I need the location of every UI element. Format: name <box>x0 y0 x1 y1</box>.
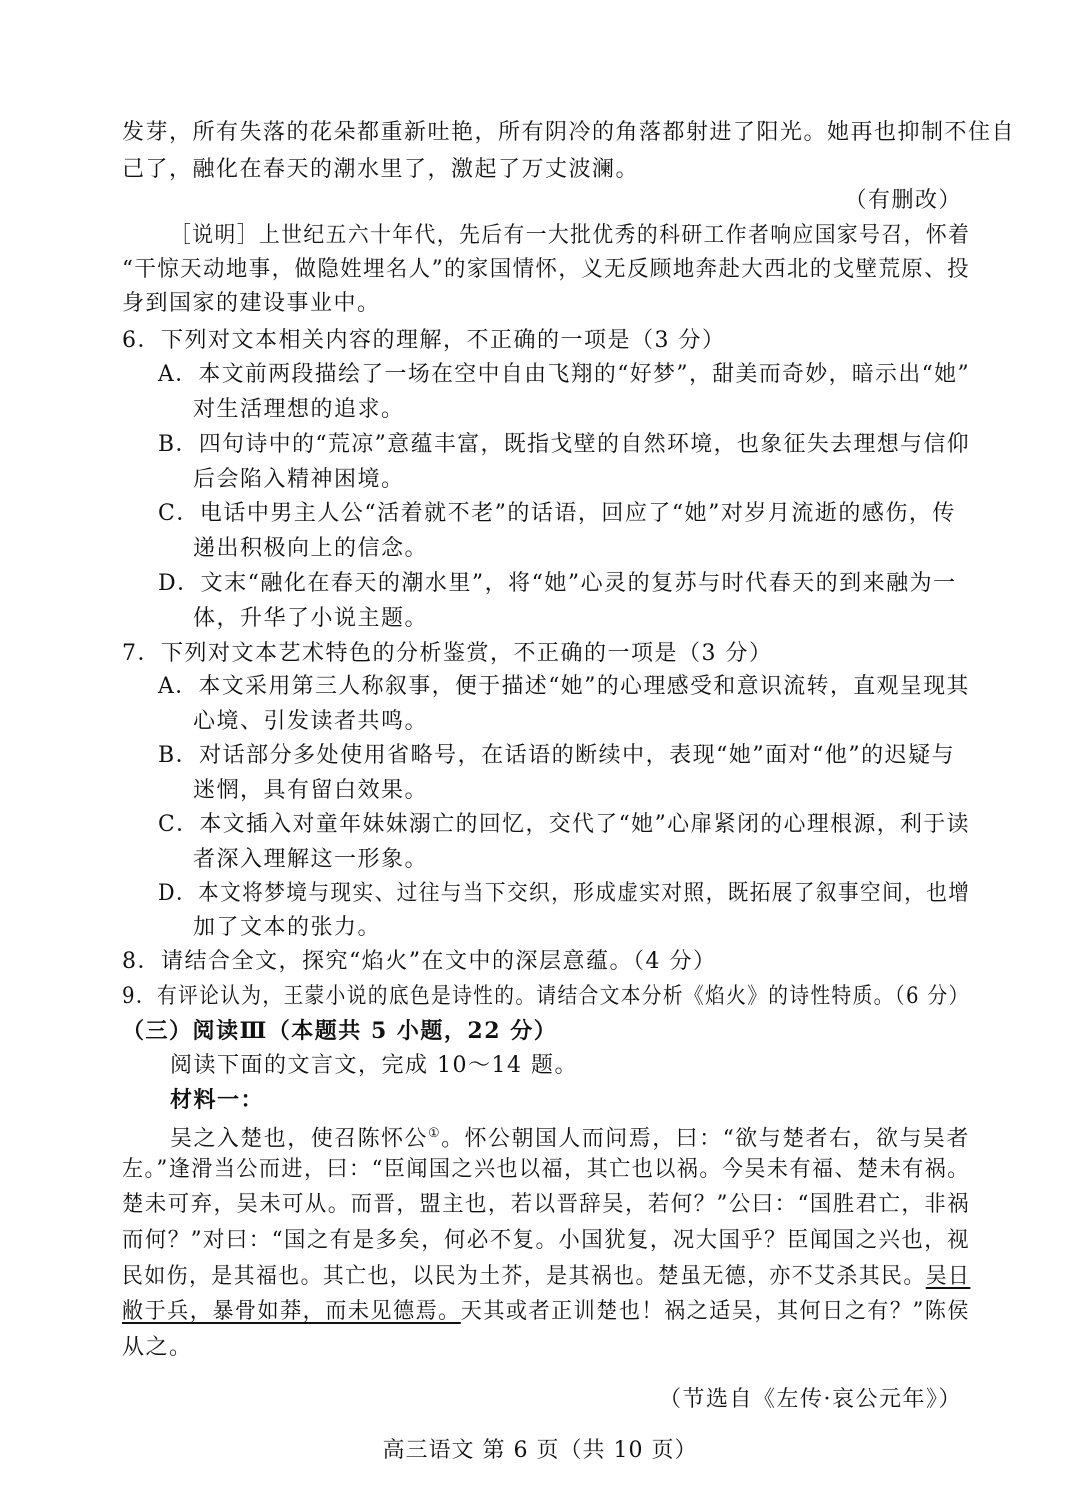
classical-line-4: 而何？”对曰：“国之有是多矣，何必不复。小国犹复，况大国乎？臣闻国之兴也，视 <box>122 1228 970 1253</box>
classical-line-1a: 吴之入楚也，使召陈怀公 <box>170 1126 428 1152</box>
classical-line-6 <box>122 1297 970 1327</box>
note-line-2: “干惊天动地事，做隐姓埋名人”的家国情怀，义无反顾地奔赴大西北的戈壁荒原、投 <box>122 257 970 282</box>
question-7-option-a: A．本文采用第三人称叙事，便于描述“她”的心理感受和意识流转，直观呈现其 <box>158 674 970 699</box>
question-6-option-a: A．本文前两段描绘了一场在空中自由飞翔的“好梦”，甜美而奇妙，暗示出“她” <box>158 362 971 387</box>
classical-line-1b: 。怀公朝国人而问焉，曰：“欲与楚者右，欲与吴者 <box>441 1126 970 1152</box>
question-6-option-a-cont: 对生活理想的追求。 <box>193 397 405 422</box>
question-6-option-d-cont: 体，升华了小说主题。 <box>193 606 429 631</box>
question-7-option-d: D．本文将梦境与现实、过往与当下交织，形成虚实对照，既拓展了叙事空间，也增 <box>158 881 971 906</box>
classical-line-7: 从之。 <box>122 1335 193 1360</box>
question-7-option-c: C．本文插入对童年妹妹溺亡的回忆，交代了“她”心扉紧闭的心理根源，利于读 <box>158 812 970 837</box>
note-line-3: 身到国家的建设事业中。 <box>122 291 381 316</box>
story-tail-line-1: 发芽，所有失落的花朵都重新吐艳，所有阴冷的角落都射进了阳光。她再也抑制不住自 <box>122 120 1016 145</box>
classical-line-6b: 天其或者正训楚也！祸之适吴，其何日之有？”陈侯 <box>460 1299 970 1324</box>
question-6-option-b: B．四句诗中的“荒凉”意蕴丰富，既指戈壁的自然环境，也象征失去理想与信仰 <box>158 432 971 457</box>
page-footer: 高三语文 第 6 页（共 10 页） <box>382 1438 698 1463</box>
question-7-option-b: B．对话部分多处使用省略号，在话语的断续中，表现“她”面对“他”的迟疑与 <box>158 743 956 768</box>
classical-line-2: 左。”逢滑当公而进，曰：“臣闻国之兴也以福，其亡也以祸。今吴未有福、楚未有祸。 <box>122 1157 970 1182</box>
section-3-instruction: 阅读下面的文言文，完成 10～14 题。 <box>170 1053 578 1078</box>
question-6-option-c: C．电话中男主人公“活着就不老”的话语，回应了“她”对岁月流逝的感伤，传 <box>158 501 956 526</box>
note-line-1: ［说明］上世纪五六十年代，先后有一大批优秀的科研工作者响应国家号召，怀着 <box>170 223 971 248</box>
classical-source: （节选自《左传·哀公元年》） <box>659 1387 962 1412</box>
classical-line-3: 楚未可弃，吴未可从。而晋，盟主也，若以晋辞吴，若何？”公曰：“国胜君亡，非祸 <box>122 1192 970 1217</box>
underlined-sentence-start: 吴日 <box>925 1264 971 1289</box>
classical-line-5a: 民如伤，是其福也。其亡也，以民为土芥，是其祸也。楚虽无德，亦不艾杀其民。 <box>122 1264 926 1289</box>
footnote-marker: ① <box>427 1126 442 1141</box>
classical-line-5 <box>122 1262 970 1292</box>
question-7-option-b-cont: 迷惘，具有留白效果。 <box>193 778 429 803</box>
section-3-title: （三）阅读Ⅲ（本题共 5 小题，22 分） <box>122 1018 558 1044</box>
question-6-stem: 6．下列对文本相关内容的理解，不正确的一项是（3 分） <box>122 328 726 353</box>
question-6-option-d: D．文末“融化在春天的潮水里”，将“她”心灵的复苏与时代春天的到来融为一 <box>158 571 957 596</box>
underlined-sentence-end: 敝于兵，暴骨如莽，而未见德焉。 <box>122 1299 461 1324</box>
story-tail-line-2: 己了，融化在春天的潮水里了，激起了万丈波澜。 <box>122 157 640 182</box>
question-6-option-c-cont: 递出积极向上的信念。 <box>193 536 429 561</box>
question-9: 9．有评论认为，王蒙小说的底色是诗性的。请结合文本分析《焰火》的诗性特质。（6 分） <box>122 984 970 1009</box>
question-7-option-d-cont: 加了文本的张力。 <box>193 915 382 940</box>
material-1-label: 材料一： <box>170 1087 265 1113</box>
classical-line-1 <box>170 1119 970 1154</box>
question-8: 8．请结合全文，探究“焰火”在文中的深层意蕴。（4 分） <box>122 949 717 974</box>
story-source: （有删改） <box>844 188 962 213</box>
question-7-option-a-cont: 心境、引发读者共鸣。 <box>193 709 429 734</box>
question-6-option-b-cont: 后会陷入精神困境。 <box>193 467 405 492</box>
question-7-option-c-cont: 者深入理解这一形象。 <box>193 847 429 872</box>
question-7-stem: 7．下列对文本艺术特色的分析鉴赏，不正确的一项是（3 分） <box>122 641 773 666</box>
